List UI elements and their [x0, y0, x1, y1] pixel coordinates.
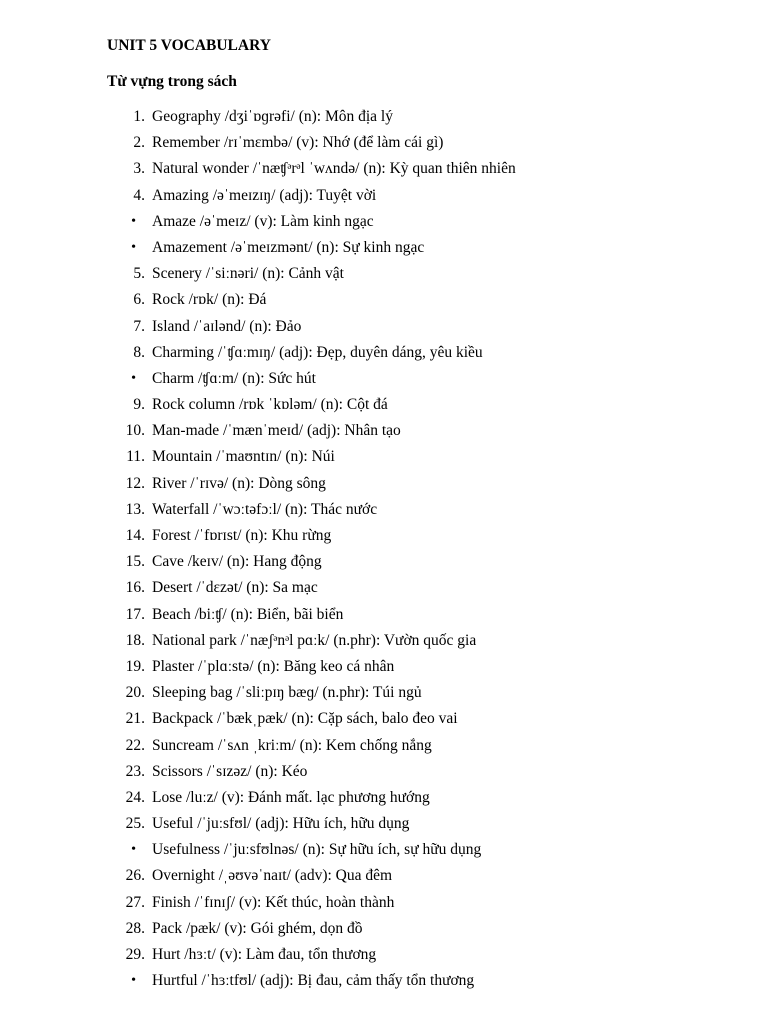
list-number: 20. [125, 684, 145, 702]
list-item [107, 549, 747, 575]
list-number: 12. [125, 474, 145, 492]
document-title: UNIT 5 VOCABULARY [107, 37, 271, 54]
list-item [107, 523, 747, 549]
vocab-entry-text: Man-made /ˈmænˈmeɪd/ (adj): Nhân tạo [152, 422, 401, 440]
vocab-entry-text: Scenery /ˈsiːnəri/ (n): Cảnh vật [152, 265, 344, 283]
vocab-entry-text: Lose /luːz/ (v): Đánh mất. lạc phương hướng [152, 788, 430, 806]
list-item [107, 759, 747, 785]
list-item [107, 471, 747, 497]
list-number: 29. [125, 946, 145, 963]
vocab-entry-text: Amazing /əˈmeɪzɪŋ/ (adj): Tuyệt vời [152, 186, 377, 204]
vocab-entry-text: Amazement /əˈmeɪzmənt/ (n): Sự kinh ngạc [152, 238, 425, 256]
vocab-entry-text: Island /ˈaɪlənd/ (n): Đảo [152, 317, 302, 335]
list-item [107, 890, 747, 916]
vocab-entry-text: Hurt /hɜːt/ (v): Làm đau, tổn thương [152, 946, 377, 963]
list-item [107, 392, 747, 418]
list-number: 11. [126, 448, 145, 466]
list-number: 7. [133, 317, 145, 335]
vocab-entry-text: Rock column /rɒk ˈkɒləm/ (n): Cột đá [152, 396, 388, 414]
list-item [107, 654, 747, 680]
list-item [107, 366, 747, 392]
vocabulary-list [107, 104, 747, 994]
list-number: 4. [133, 186, 145, 204]
vocab-entry-text: Natural wonder /ˈnæʧᵊrᵊl ˈwʌndə/ (n): Kỳ quan thiên nhiên [152, 160, 516, 178]
vocab-entry-text: Backpack /ˈbækˌpæk/ (n): Cặp sách, balo đeo vai [152, 710, 458, 728]
list-item [107, 340, 747, 366]
list-number: 23. [125, 762, 145, 780]
bullet-marker: • [131, 842, 136, 858]
list-number: 24. [125, 788, 145, 806]
list-number: 1. [133, 108, 145, 125]
list-item [107, 497, 747, 523]
list-number: 13. [125, 500, 145, 518]
vocab-entry-text: Charm /ʧɑːm/ (n): Sức hút [152, 369, 316, 387]
vocab-entry-text: Plaster /ˈplɑːstə/ (n): Băng keo cá nhân [152, 657, 395, 675]
list-item [107, 916, 747, 942]
bullet-marker: • [131, 370, 136, 386]
vocab-entry-text: Suncream /ˈsʌn ˌkriːm/ (n): Kem chống nắng [152, 736, 432, 754]
vocab-entry-text: Sleeping bag /ˈsliːpɪŋ bæɡ/ (n.phr): Túi ngủ [152, 684, 422, 702]
vocab-entry-text: National park /ˈnæʃᵊnᵊl pɑːk/ (n.phr): Vườn quốc gia [152, 631, 477, 649]
list-item [107, 444, 747, 470]
list-number: 27. [125, 893, 145, 911]
list-number: 5. [133, 265, 145, 283]
vocab-entry-text: Scissors /ˈsɪzəz/ (n): Kéo [152, 762, 308, 780]
vocab-entry-text: Geography /dʒiˈɒɡrəfi/ (n): Môn địa lý [152, 108, 393, 125]
list-item [107, 209, 747, 235]
list-item [107, 104, 747, 130]
vocab-entry-text: Amaze /əˈmeɪz/ (v): Làm kinh ngạc [152, 212, 374, 230]
list-number: 2. [133, 134, 145, 152]
vocab-entry-text: Charming /ˈʧɑːmɪŋ/ (adj): Đẹp, duyên dáng, yêu kiều [152, 343, 483, 361]
list-number: 16. [125, 579, 145, 597]
list-number: 28. [125, 919, 145, 937]
vocab-entry-text: Desert /ˈdɛzət/ (n): Sa mạc [152, 579, 318, 597]
list-item [107, 261, 747, 287]
list-item [107, 680, 747, 706]
list-number: 6. [133, 291, 145, 309]
list-number: 26. [125, 867, 145, 885]
list-item [107, 602, 747, 628]
list-item [107, 942, 747, 968]
bullet-marker: • [131, 213, 136, 229]
list-number: 17. [125, 605, 145, 623]
list-number: 25. [125, 815, 145, 833]
list-item [107, 785, 747, 811]
document-page [107, 36, 747, 994]
vocab-entry-text: Forest /ˈfɒrɪst/ (n): Khu rừng [152, 527, 332, 544]
vocab-entry-text: Finish /ˈfɪnɪʃ/ (v): Kết thúc, hoàn thành [152, 893, 395, 911]
list-number: 19. [125, 657, 145, 675]
vocab-entry-text: Pack /pæk/ (v): Gói ghém, dọn đồ [152, 919, 363, 937]
bullet-marker: • [131, 973, 136, 989]
list-item [107, 837, 747, 863]
list-number: 18. [125, 631, 145, 649]
list-number: 10. [125, 422, 145, 440]
vocab-entry-text: Hurtful /ˈhɜːtfʊl/ (adj): Bị đau, cảm thấy tổn thương [152, 972, 475, 990]
vocab-entry-text: Cave /keɪv/ (n): Hang động [152, 553, 322, 571]
list-item [107, 968, 747, 994]
list-item [107, 575, 747, 601]
list-item [107, 733, 747, 759]
list-number: 3. [133, 160, 145, 178]
vocab-entry-text: River /ˈrɪvə/ (n): Dòng sông [152, 474, 326, 492]
vocab-entry-text: Useful /ˈjuːsfʊl/ (adj): Hữu ích, hữu dụng [152, 815, 410, 833]
list-item [107, 130, 747, 156]
list-number: 9. [133, 396, 145, 414]
list-item [107, 287, 747, 313]
vocab-entry-text: Remember /rɪˈmɛmbə/ (v): Nhớ (để làm cái gì) [152, 134, 444, 152]
vocab-entry-text: Mountain /ˈmaʊntɪn/ (n): Núi [152, 448, 335, 466]
bullet-marker: • [131, 239, 136, 255]
list-item [107, 863, 747, 889]
list-number: 21. [125, 710, 145, 728]
section-heading: Từ vựng trong sách [107, 73, 237, 90]
list-item [107, 628, 747, 654]
list-item [107, 314, 747, 340]
list-item [107, 418, 747, 444]
list-item [107, 156, 747, 182]
vocab-entry-text: Waterfall /ˈwɔːtəfɔːl/ (n): Thác nước [152, 500, 378, 518]
list-item [107, 706, 747, 732]
list-number: 8. [133, 343, 145, 361]
list-item [107, 183, 747, 209]
vocab-entry-text: Overnight /ˌəʊvəˈnaɪt/ (adv): Qua đêm [152, 867, 393, 885]
vocab-entry-text: Beach /biːʧ/ (n): Biển, bãi biển [152, 605, 344, 623]
list-number: 15. [125, 553, 145, 571]
list-number: 14. [125, 527, 145, 544]
list-number: 22. [125, 736, 145, 754]
vocab-entry-text: Usefulness /ˈjuːsfʊlnəs/ (n): Sự hữu ích, sự hữu dụng [152, 841, 482, 859]
list-item [107, 811, 747, 837]
vocab-entry-text: Rock /rɒk/ (n): Đá [152, 291, 267, 309]
list-item [107, 235, 747, 261]
